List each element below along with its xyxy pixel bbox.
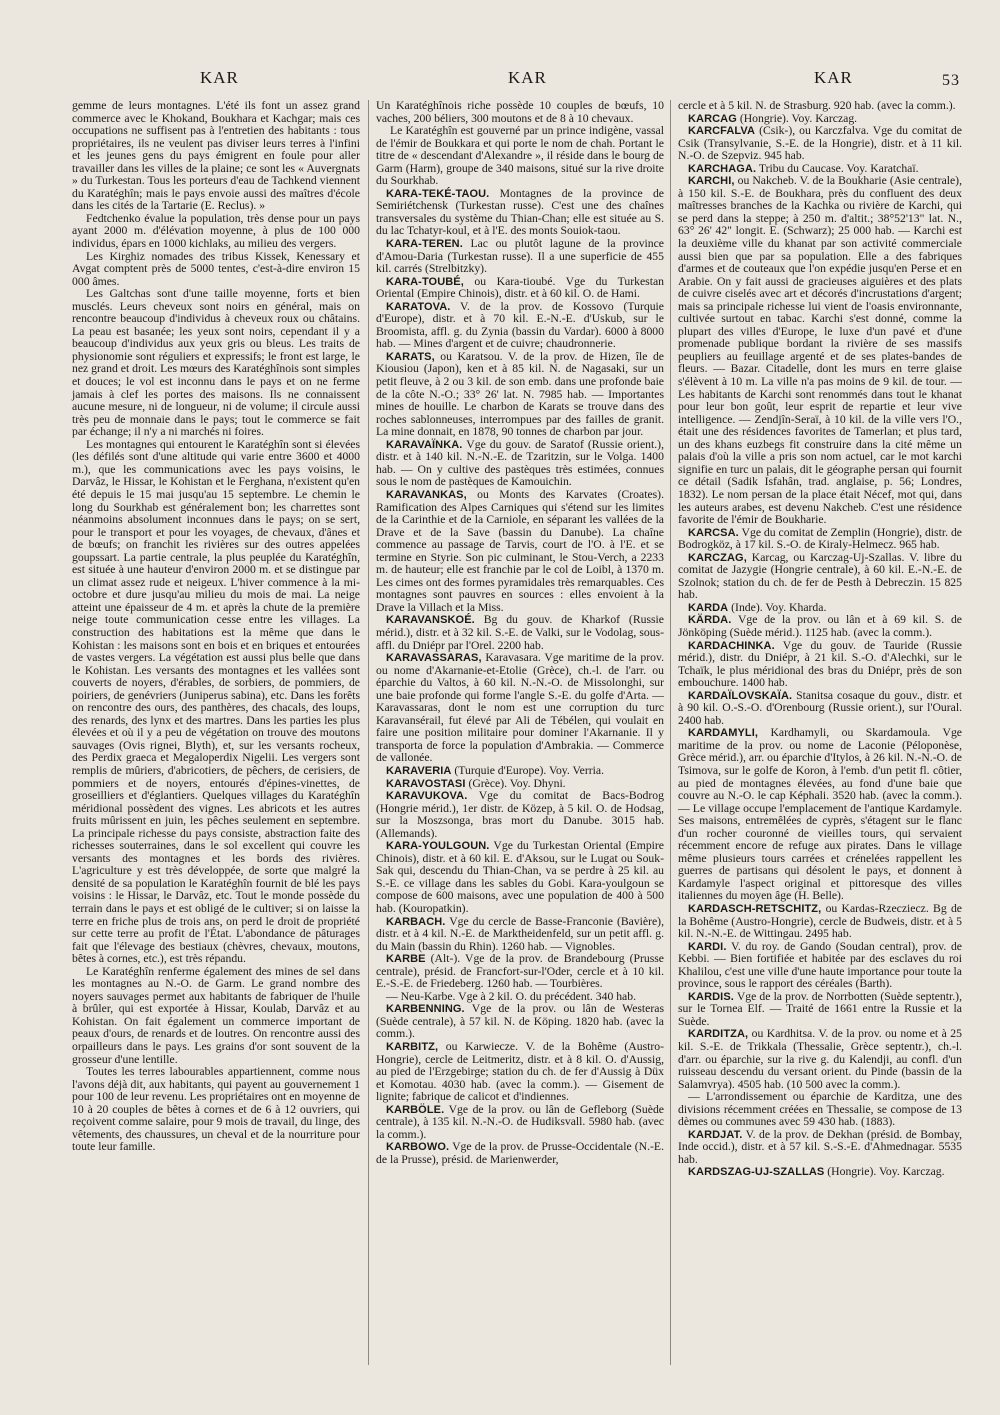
headword: KARCHI, <box>688 175 735 188</box>
entry-karats <box>376 351 664 439</box>
headword: KARCSA. <box>688 526 739 539</box>
entry-karczag <box>678 552 962 602</box>
headword: KARCFALVA <box>688 125 756 138</box>
headword: KARDAMYLI, <box>688 727 759 740</box>
headword: KARDJAT. <box>688 1128 743 1141</box>
entry-kara-toube <box>376 276 664 301</box>
paragraph: Les montagnes qui entourent le Karatéghîn sont si élevées (les défilés sont d'une altitude qui varie entre 3600 et 4000 m.), que les communications avec les pays voisins, le Darvâz, le Hissar, le Kohistan et le Ferghana, n'existent qu'en été depuis le 15 mai jusqu'au 15 septembre. Le chemin le long du Sourkhab est généralement bon; les charrettes sont néanmoins absolument inconnues dans le pays; on se sert, pour le transport et pour les voyages, de chevaux, d'ânes et de bœufs; on franchit les rivières sur des outres appelées goupssart. La partie centrale, la plus peuplée du Karatéghîn, est située à une hauteur d'environ 2000 m. et se distingue par un climat assez rude et neigeux. L'hiver commence à la mi-octobre et dure jusqu'au milieu du mois de mai. La neige atteint une épaisseur de 4 m. et après la chute de la première neige toute communication cesse entre les villages. La construction des habitations est la même que dans le Kohistan : les maisons sont en bois et en briques et entourées de vastes vergers. La végétation est aussi plus belle que dans le Kohistan. Les versants des montagnes et les vallées sont couverts de noyers, d'érables, de sorbiers, de pommiers, de poiriers, de genévriers (Juniperus sabina), etc. Dans les forêts on rencontre des ours, des panthères, des chacals, des loups, des renards, des lynx et des martres. Dans les parties les plus élevées et où il y a peu de végétation on trouve des moutons sauvages (Ovis rignei, Blyth), et, sur les versants rocheux, des Perdix graeca et Megaloperdix Nigelii. Les vergers sont remplis de mûriers, d'abricotiers, de pêchers, de cerisiers, de pommiers et de noyers, entourés d'épines-vinettes, de groseilliers et d'églantiers. Quelques villages du Karatéghîn méridional possèdent des vignes. Les abricots et les autres fruits mûrissent en juin, les pêches seulement en septembre. La principale richesse du pays consiste, abstraction faite des richesses souterraines, dans le sol excellent qui couvre les versants des montagnes et les bords des rivières. L'agriculture y est très développée, de sorte que malgré la densité de sa population le Karatéghîn fournit de blé les pays voisins : le Hissar, le Darvâz, etc. Tout le monde possède du terrain dans le pays et est obligé de le cultiver; si on laisse la terre en friche plus de trois ans, on perd le droit de propriété sur cette terre au profit de l'État. L'abondance de pâturages fait que l'élevage des bestiaux (chèvres, chevaux, moutons, bêtes à cornes, etc.), est très répandu. <box>72 437 360 966</box>
headword: KARAVERIA <box>386 764 452 777</box>
headword: KARBOWO. <box>386 1141 450 1154</box>
headword: KARDASCH-RETSCHITZ, <box>688 903 822 915</box>
entry-karbowo <box>376 1141 664 1166</box>
entry-text: ou Karwiecze. V. de la Bohême (Austro-Hongrie), cercle de Leitmeritz, distr. et à 8 kil. O. d'Aussig, au pied de l'Erzgebirge; station du ch. de fer d'Aussig à Düx et Komotau. 4030 hab. (avec la comm.). — Gisement de lignite; fabrique de calicot et d'indiennes. <box>376 1040 664 1104</box>
headword: KARBACH. <box>386 915 446 928</box>
entry-karbe <box>376 953 664 991</box>
entry-kardi <box>678 941 962 991</box>
entry-text: V. de la prov. de Dekhan (présid. de Bombay, Inde occid.), distr. et à 57 kil. S.-S.-E. d'Ahmednagar. 5535 hab. <box>678 1127 962 1166</box>
entry-kardamyli <box>678 727 962 903</box>
paragraph: Un Karatéghînois riche possède 10 couples de bœufs, 10 vaches, 200 béliers, 300 moutons et de 8 à 10 chevaux. <box>376 99 664 125</box>
column-rule-right <box>670 100 671 1365</box>
entry-neu-karbe: — Neu-Karbe. Vge à 2 kil. O. du précédent. 340 hab. <box>386 989 637 1003</box>
entry-text: (Grèce). Voy. Dhyni. <box>465 776 566 790</box>
headword: KARA-TEREN. <box>386 238 463 251</box>
entry-text: Karcag, ou Karczag-Uj-Szallas. V. libre du comitat de Jazygie (Hongrie centrale), à 60 kil. E.-N.-E. de Szolnok; station du ch. de fer de Pesth à Debreczin. 15 825 hab. <box>678 550 962 602</box>
entry-text: ou Karatsou. V. de la prov. de Hizen, île de Kiousiou (Japon), ken et à 85 kil. N. de Nagasaki, sur un petit fleuve, à 2 ou 3 kil. de son emb. dans une profonde baie de la côte N.-O.; 33° 26' lat. N. 7985 hab. — Importantes mines de houille. Le charbon de Karats se trouve dans des roches sablonneuses, interrompues par des failles de granit. La mine donnait, en 1878, 90 tonnes de charbon par jour. <box>376 349 664 439</box>
headword: KARA-TOUBÉ, <box>386 275 464 288</box>
entry-karcfalva <box>678 125 962 163</box>
entry-text: Kardhamyli, ou Skardamoula. Vge maritime de la prov. ou nome de Laconie (Péloponèse, Grèce mérid.), arr. ou éparchie d'Itylos, à 26 kil. N.-N.-O. de Tsimova, sur le golfe de Koron, à l'emb. d'un petit fl. côtier, au pied de montagnes élevées, au fond d'une baie que couvre au N.-O. le cap Képhali. 3520 hab. (avec la comm.). — Le village occupe l'emplacement de l'antique Kardamyle. Ses maisons, entremêlées de cyprès, s'étagent sur le flanc d'un rocher couronné de vieilles tours, qui servaient récemment encore de refuge aux pirates. Dans le village même plusieurs tours carrées et crénelées rappellent les guerres de partisans qui désolent le pays, et donnent à Kardamyle l'aspect original et pittoresque des villes italiennes du moyen âge (H. Belle). <box>678 726 962 903</box>
headword: KARDSZAG-UJ-SZALLAS <box>688 1166 825 1179</box>
entry-text: ou Kardas-Rzecziecz. Bg de la Bohême (Austro-Hongrie), cercle de Budweis, distr. et à 5 kil. N.-N.-E. de Wittingau. 2495 hab. <box>678 902 962 941</box>
entry-karavanskoe <box>376 614 664 652</box>
column-1 <box>72 100 360 1154</box>
entry-karcsa <box>678 527 962 552</box>
entry-karditza <box>678 1028 962 1091</box>
entry-text: Vge du gouv. de Saratof (Russie orient.), distr. et à 140 kil. N.-N.-E. de Tzaritzin, sur le Volga. 1400 hab. — On y cultive des pastèques très estimées, connues sous le nom de pastèques de Kamouichin. <box>376 437 664 489</box>
column-3 <box>678 100 962 1179</box>
entry-karbenning <box>376 1003 664 1041</box>
entry-karda-sweden <box>678 614 962 639</box>
entry-kardachinka <box>678 640 962 690</box>
entry-karchi <box>678 175 962 526</box>
entry-karavainka <box>376 439 664 489</box>
headword: KARDAÏLOVSKAÏA. <box>688 689 793 702</box>
headword: KARBE <box>386 953 426 966</box>
entry-kara-teren <box>376 238 664 276</box>
entry-kardszag <box>678 1166 962 1179</box>
headword: KARCHAGA. <box>688 162 757 175</box>
entry-text: (Inde). Voy. Kharda. <box>728 600 827 614</box>
entry-text: (Turquie d'Europe). Voy. Verria. <box>451 763 604 777</box>
entry-text: Lac ou plutôt lagune de la province d'Amou-Daria (Turkestan russe). Il a une superficie de 455 kil. carrés (Strelbitzky). <box>376 237 664 276</box>
entry-text: Tribu du Caucase. Voy. Karatchaï. <box>756 161 919 175</box>
entry-karbole <box>376 1104 664 1142</box>
entry-text: Vge du gouv. de Tauride (Russie mérid.), distr. du Dniépr, à 21 kil. S.-O. d'Alechki, sur le Tchaïk, le plus méridional des bras du Dniépr, près de son embouchure. 1400 hab. <box>678 638 962 690</box>
entry-text: Vge de la prov. ou lân de Westeras (Suède centrale), à 57 kil. N. de Köping. 1820 hab. (avec la comm.). <box>376 1002 664 1041</box>
headword: KARCAG <box>688 112 737 125</box>
headword: KÄRDA. <box>688 614 732 627</box>
entry-text: (Alt-). Vge de la prov. de Brandebourg (Prusse centrale), présid. de Francfort-sur-l'Oder, cercle et à 10 kil. E.-S.-E. de Friedeberg. 1260 hab. — Tourbières. <box>376 952 664 991</box>
entry-karatova <box>376 301 664 351</box>
entry-kardasch-retschitz <box>678 903 962 941</box>
paragraph: Les Galtchas sont d'une taille moyenne, forts et bien musclés. Leurs cheveux sont noirs en général, mais on rencontre beaucoup d'individus à cheveux roux ou châtains. La peau est basanée; les yeux sont noirs, cependant il y a beaucoup d'individus aux yeux gris ou bleus. Les traits de physionomie sont réguliers et expressifs; le front est large, le nez grand et droit. Les mœurs des Karatéghînois sont simples et douces; le vol est inconnu dans le pays et on ne ferme jamais à clef les portes des maisons. Ils ne connaissent aucune mesure, ni de longueur, ni de volume; il circule aussi très peu de monnaie dans le pays; tout le commerce se fait par échange; il n'y a ni marchés ni foires. <box>72 287 360 439</box>
headword: KARATS, <box>386 350 435 363</box>
entry-karbach <box>376 916 664 954</box>
paragraph: Le Karatéghîn renferme également des mines de sel dans les montagnes au N.-O. de Garm. Le grand nombre des noyers sauvages permet aux habitants de fabriquer de l'huile à brûler, qui est exportée à Hissar, Koulab, Darvâz et au Kohistan. On fait également un commerce important de peaux d'ours, de renards et de loutres. On rencontre aussi des orpailleurs dans le pays. Les grains d'or sont souvent de la grosseur d'une lentille. <box>72 964 360 1066</box>
entry-text: V. du roy. de Gando (Soudan central), prov. de Kebbi. — Bien fortifiée et habitée par des esclaves du roi Khalilou, c'est une ville d'une haute importance pour toute la province, sous le rapport des céréales (Barth). <box>678 939 962 991</box>
entry-text: ou Kardhitsa. V. de la prov. ou nome et à 25 kil. S.-E. de Trikkala (Thessalie, Grèce septentr.), ch.-l. d'arr. ou éparchie, sur la rive g. du Kalendji, au confl. d'un ruisseau descendu du versant orient. du Pinde (bassin de la Salamvrya). 4505 hab. (10 500 avec la comm.). <box>678 1027 962 1091</box>
entry-text: Bg du gouv. de Kharkof (Russie mérid.), distr. et à 32 kil. S.-E. de Valki, sur le Vodolag, sous-affl. du Dniépr par l'Orel. 2200 hab. <box>376 613 664 652</box>
headword: KARDI. <box>688 940 727 953</box>
entry-text: (Csik-), ou Karczfalva. Vge du comitat de Csik (Transylvanie, S.-E. de la Hongrie), distr. et à 11 kil. N.-O. de Szepviz. 945 hab. <box>678 124 962 163</box>
page-number: 53 <box>942 72 960 89</box>
entry-text: Stanitsa cosaque du gouv., distr. et à 90 kil. O.-S.-O. d'Orenbourg (Russie orient.), sur l'Oural. 2400 hab. <box>678 688 962 727</box>
running-head-right: KAR <box>814 68 853 87</box>
headword: KARDA <box>688 601 729 614</box>
headword: KARATOVA. <box>386 300 451 313</box>
entry-kardailovskaia <box>678 690 962 728</box>
entry-text: Vge du Turkestan Oriental (Empire Chinois), distr. et à 60 kil. E. d'Aksou, sur le Lugat ou Souk-Sak qui, descendu du Thian-Chan, va se perdre à 25 kil. au S.-E. ce village dans les sables du Gobi. Kara-youlgoun se compose de 600 maisons, avec une population de 400 à 500 hab. (Kouropatkin). <box>376 839 664 915</box>
paragraph: Fedtchenko évalue la population, très dense pour un pays ayant 2000 m. d'élévation moyenne, à plus de 100 000 individus, épars en 1000 kichlaks, au milieu des vergers. <box>72 211 360 251</box>
paragraph: Les Kirghiz nomades des tribus Kissek, Kenessary et Avgat comptent près de 5000 tentes, c'est-à-dire environ 15 000 âmes. <box>72 249 360 288</box>
entry-kardis <box>678 991 962 1029</box>
entry-text: Vge de la prov. de Prusse-Occidentale (N.-E. de la Prusse), présid. de Marienwerder, <box>376 1140 664 1166</box>
paragraph: cercle et à 5 kil. N. de Strasburg. 920 hab. (avec la comm.). <box>678 99 956 112</box>
entry-kardjat <box>678 1129 962 1167</box>
entry-text: ou Monts des Karvates (Croates). Ramification des Alpes Carniques qui s'étend sur les limites de la Carinthie et de la Carniole, en séparant les vallées de la Drave et de la Save (bassin du Danube). La chaîne commence au passage de Tarvis, court de l'O. à l'E. et se termine en Styrie. Son pic culminant, le Stou-Verch, a 2233 m. de hauteur; elle est franchie par le col de Loibl, à 1370 m. Les cimes ont des formes pyramidales très remarquables. Ces montagnes sont pauvres en sources : elles envoient à la Drave la Villach et la Miss. <box>376 487 664 614</box>
entry-karavukova <box>376 790 664 840</box>
entry-text: Vge du comitat de Bacs-Bodrog (Hongrie mérid.), 1er distr. de Közep, à 5 kil. O. de Hodsag, sur la Moszsonga, bras mort du Danube. 3015 hab. (Allemands). <box>376 789 664 840</box>
headword: KARBÖLE. <box>386 1103 445 1116</box>
headword: KARAVUKOVA. <box>386 790 468 803</box>
entry-text: Vge de la prov. ou lân et à 69 kil. S. de Jönköping (Suède mérid.). 1125 hab. (avec la comm.). <box>678 613 962 639</box>
entry-text: (Hongrie). Voy. Karczag. <box>736 111 858 125</box>
headword: KARDIS. <box>688 990 734 1003</box>
headword: KARBITZ, <box>386 1041 439 1054</box>
entry-text: Karavasara. Vge maritime de la prov. ou nome d'Akarnanie-et-Etolie (Grèce), ch.-l. de l'arr. ou éparchie du Valtos, à 60 kil. N.-N.-O. de Missolonghi, sur une baie profonde qui forme l'angle S.-E. du golfe d'Arta. — Karavassaras, dont le nom est une corruption du turc Karavansérail, fut élevé par Ali de Tébélen, qui voulait en faire une position militaire pour dominer l'Akarnanie. Il y transporta de force la population d'Ambrakia. — Commerce de vallonée. <box>376 651 664 765</box>
headword: KARAVANKAS, <box>386 488 467 501</box>
entry-karavassaras <box>376 652 664 765</box>
paragraph: gemme de leurs montagnes. L'été ils font un assez grand commerce avec le Khokand, Boukhara et Kachgar; mais ces occupations ne suffisent pas à l'entretien des habitants : tous propriétaires, ils ne veulent pas diviser leurs terres à l'infini et les jeunes gens du pays émigrent en foule pour aller travailler dans les villes de la plaine; ce sont les « Auvergnats » du Turkestan. Tous les porteurs d'eau de Tachkend viennent du Karatéghîn; mais le pays envoie aussi des maîtres d'école dans les cités de la Tartarie (E. Reclus). » <box>72 99 360 213</box>
headword: KARAVAÏNKA. <box>386 438 463 451</box>
entry-kara-teke-taou <box>376 188 664 238</box>
running-head-left: KAR <box>200 68 239 87</box>
running-head-center: KAR <box>508 68 547 87</box>
entry-text: Vge du cercle de Basse-Franconie (Bavière), distr. et à 4 kil. N.-E. de Marktheidenfeld, sur un petit affl. g. du Main (bassin du Rhin). 1260 hab. — Vignobles. <box>376 914 664 953</box>
headword: KARAVASSARAS, <box>386 652 482 665</box>
entry-text: ou Nakcheb. V. de la Boukharie (Asie centrale), à 150 kil. S.-E. de Boukhara, près du confluent des deux maîtresses branches de la Kachka ou rivière de Karchi, qui se perd dans la steppe; à 250 m. d'altit.; 38°52'13" lat. N., 63° 26' 42" longit. E. (Schwarz); 25 000 hab. — Karchi est la deuxième ville du khanat par son activité commerciale aussi bien que par sa population. Elle a des fabriques d'armes et de couteaux que l'on expédie jusqu'en Perse et en Arabie. On y fait aussi de gracieuses aiguières et des plats de cuivre ciselés avec art et décorés d'incrustations d'argent; mais sa principale richesse lui vient de l'oasis environnante, cultivée surtout en tabac. Karchi s'est donné, comme la plupart des villes d'Europe, le luxe d'un pavé et d'une promenade publique bordant la rivière de ses massifs peupliers au feuillage argenté et de ses plates-bandes de fleurs. — Bazar. Citadelle, dont les murs en terre glaise s'élèvent à 10 m. La ville n'a pas moins de 9 kil. de tour. — Les habitants de Karchi sont renommés dans tout le khanat pour leur bon goût, leur esprit de repartie et leur vive intelligence. — Zendjîn-Seraï, à 10 kil. de la ville vers l'O., était une des résidences favorites de Tamerlan; et plus tard, un des khans euzbegs fit construire dans la cité même un palais d'où la ville a pris son nom actuel, car le mot karchi signifie en turc un palais, dit le géographe persan qui fournit ce détail (Sadik Isfahân, trad. anglaise, p. 56; Londres, 1832). Le nom persan de la place était Nécef, mot qui, dans les auteurs arabes, est devenu Nakcheb. C'est une résidence favorite de l'émir de Boukharie. <box>678 174 962 527</box>
entry-text: (Hongrie). Voy. Karczag. <box>824 1165 945 1179</box>
paragraph: Le Karatéghîn est gouverné par un prince indigène, vassal de l'émir de Boukkara et qui porte le nom de chah. Portant le titre de « descendant d'Alexandre », il réside dans le bourg de Garm (Harm), groupe de 340 maisons, situé sur la rive droite du Sourkhab. <box>376 124 664 188</box>
entry-karditza-arrondissement: — L'arrondissement ou éparchie de Karditza, une des divisions récemment créées en Thessalie, se compose de 13 dèmes ou communes avec 59 430 hab. (1883). <box>678 1090 962 1129</box>
entry-text: V. de la prov. de Kossovo (Turquie d'Europe), distr. et à 70 kil. E.-N.-E. d'Uskub, sur le Broomista, affl. g. du Zynia (bassin du Vardar). 6000 à 8000 hab. — Mines d'argent et de cuivre; chaudronnerie. <box>376 299 664 351</box>
paragraph: Toutes les terres labourables appartiennent, comme nous l'avons déjà dit, aux habitants, qui payent au gouvernement 1 pour 100 de leur revenu. Les propriétaires ont en moyenne de 10 à 20 couples de bêtes à cornes et de 6 à 12 ouvriers, qui reçoivent comme salaire, pour 9 mois de travail, du linge, des vêtements, des chaussures, un cheval et de la nourriture pour toute leur famille. <box>72 1065 360 1154</box>
entry-text: Vge du comitat de Zemplin (Hongrie), distr. de Bodrogköz, à 17 kil. S.-O. de Kiraly-Helmecz. 965 hab. <box>678 525 962 552</box>
headword: KARDACHINKA. <box>688 639 775 652</box>
entry-karavankas <box>376 489 664 614</box>
entry-text: ou Kara-tioubé. Vge du Turkestan Oriental (Empire Chinois), distr. et à 60 kil. O. de Hami. <box>376 274 664 301</box>
headword: KARA-YOULGOUN. <box>386 840 490 853</box>
entry-text: Montagnes de la province de Semiriétchensk (Turkestan russe). C'est une des chaînes transversales du système du Thian-Chan; elle est située au S. du lac Tchatyr-koul, et à l'E. des monts Souiok-taou. <box>376 186 664 238</box>
headword: KARBENNING. <box>386 1003 465 1016</box>
headword: KARA-TEKÉ-TAOU. <box>386 187 490 200</box>
entry-kara-youlgoun <box>376 840 664 915</box>
headword: KARAVOSTASI <box>386 777 466 790</box>
entry-text: Vge de la prov. de Norrbotten (Suède septentr.), sur le Tornea Elf. — Traité de 1661 entre la Russie et la Suède. <box>678 989 962 1028</box>
column-rule-left <box>368 100 369 1365</box>
entry-text: Vge de la prov. ou lân de Gefleborg (Suède centrale), à 135 kil. N.-N.-O. de Hudiksvall. 5980 hab. (avec la comm.). <box>376 1102 664 1141</box>
column-2 <box>376 100 664 1166</box>
headword: KARDITZA, <box>688 1028 749 1041</box>
entry-karbitz <box>376 1041 664 1104</box>
headword: KARCZAG, <box>688 551 747 564</box>
headword: KARAVANSKOÉ. <box>386 614 475 627</box>
